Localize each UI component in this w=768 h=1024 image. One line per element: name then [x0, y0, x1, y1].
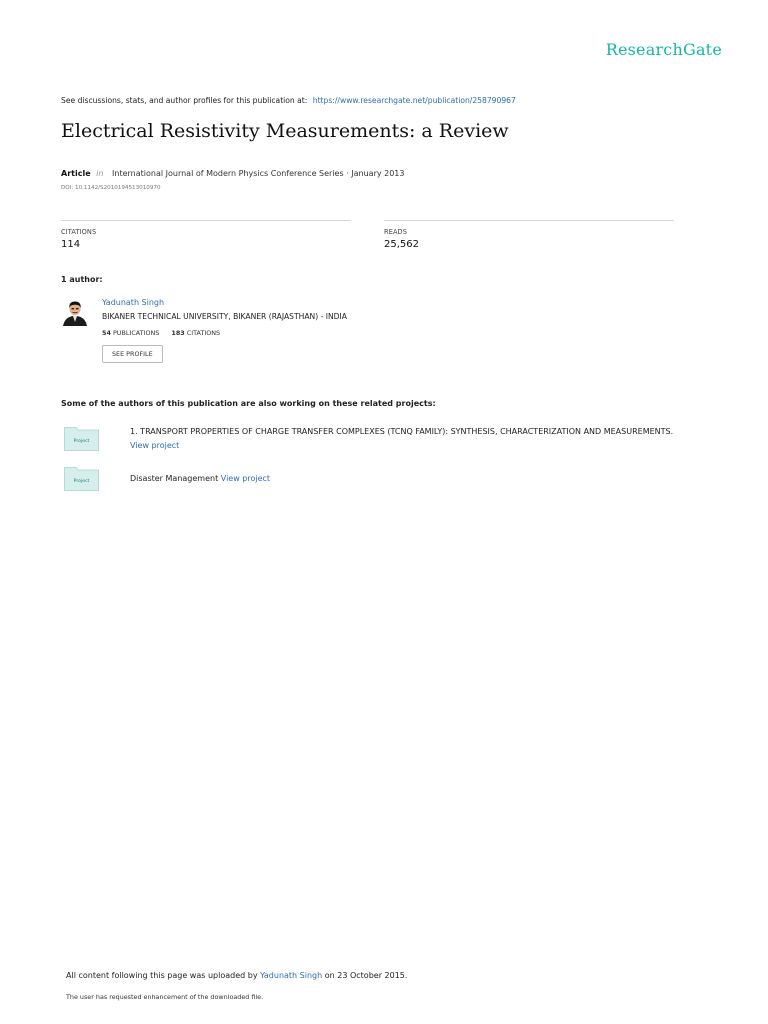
reads-stat	[384, 220, 674, 250]
author-citations-label: CITATIONS	[186, 329, 221, 337]
project-folder-icon	[64, 465, 99, 491]
discussions-text: See discussions, stats, and author profiles for this publication at:	[61, 96, 308, 105]
enhancement-note: The user has requested enhancement of the downloaded file.	[66, 993, 264, 1001]
authors-heading: 1 author:	[61, 275, 103, 284]
author-institution: BIKANER TECHNICAL UNIVERSITY, BIKANER (RAJASTHAN) - INDIA	[102, 312, 347, 321]
author-stats	[102, 329, 347, 337]
discussions-line	[61, 96, 516, 105]
publication-url-link[interactable]: https://www.researchgate.net/publication/258790967	[312, 96, 516, 105]
project-title: Disaster Management	[130, 474, 219, 483]
project-text	[130, 425, 673, 453]
publication-meta	[61, 169, 405, 178]
author-publications-count: 54	[102, 329, 111, 337]
view-project-link[interactable]: View project	[130, 441, 180, 450]
doi: DOI: 10.1142/S2010194513010970	[61, 185, 161, 191]
author-publications-label: PUBLICATIONS	[112, 329, 160, 337]
author-citations-count: 183	[171, 329, 185, 337]
project-folder-icon	[64, 425, 99, 451]
related-projects-heading: Some of the authors of this publication are also working on these related projects:	[61, 399, 436, 408]
upload-suffix: on 23 October 2015.	[324, 971, 408, 980]
project-title: 1. TRANSPORT PROPERTIES OF CHARGE TRANSFER COMPLEXES (TCNQ FAMILY): SYNTHESIS, CHARACTERIZATION AND MEASUREMENTS.	[130, 427, 674, 436]
upload-footer	[66, 971, 407, 980]
citations-stat	[61, 220, 351, 250]
citations-label: CITATIONS	[61, 228, 97, 236]
upload-prefix: All content following this page was uploaded by	[66, 971, 258, 980]
project-text	[130, 472, 270, 486]
reads-value: 25,562	[384, 239, 419, 250]
journal-and-date: International Journal of Modern Physics Conference Series · January 2013	[112, 169, 405, 178]
publication-type: Article	[61, 169, 91, 178]
project-icon-label: Project	[73, 479, 90, 484]
project-icon-label: Project	[73, 439, 90, 444]
citations-value: 114	[61, 239, 81, 250]
see-profile-button[interactable]: SEE PROFILE	[102, 345, 163, 363]
in-word: in	[96, 169, 104, 178]
researchgate-logo[interactable]: ResearchGate	[605, 40, 722, 59]
author-name-link[interactable]: Yadunath Singh	[102, 298, 165, 307]
author-card	[102, 298, 347, 363]
uploader-link[interactable]: Yadunath Singh	[260, 971, 323, 980]
view-project-link[interactable]: View project	[220, 474, 271, 483]
publication-title: Electrical Resistivity Measurements: a Review	[61, 120, 509, 142]
reads-label: READS	[384, 228, 408, 236]
author-avatar[interactable]	[61, 298, 89, 326]
